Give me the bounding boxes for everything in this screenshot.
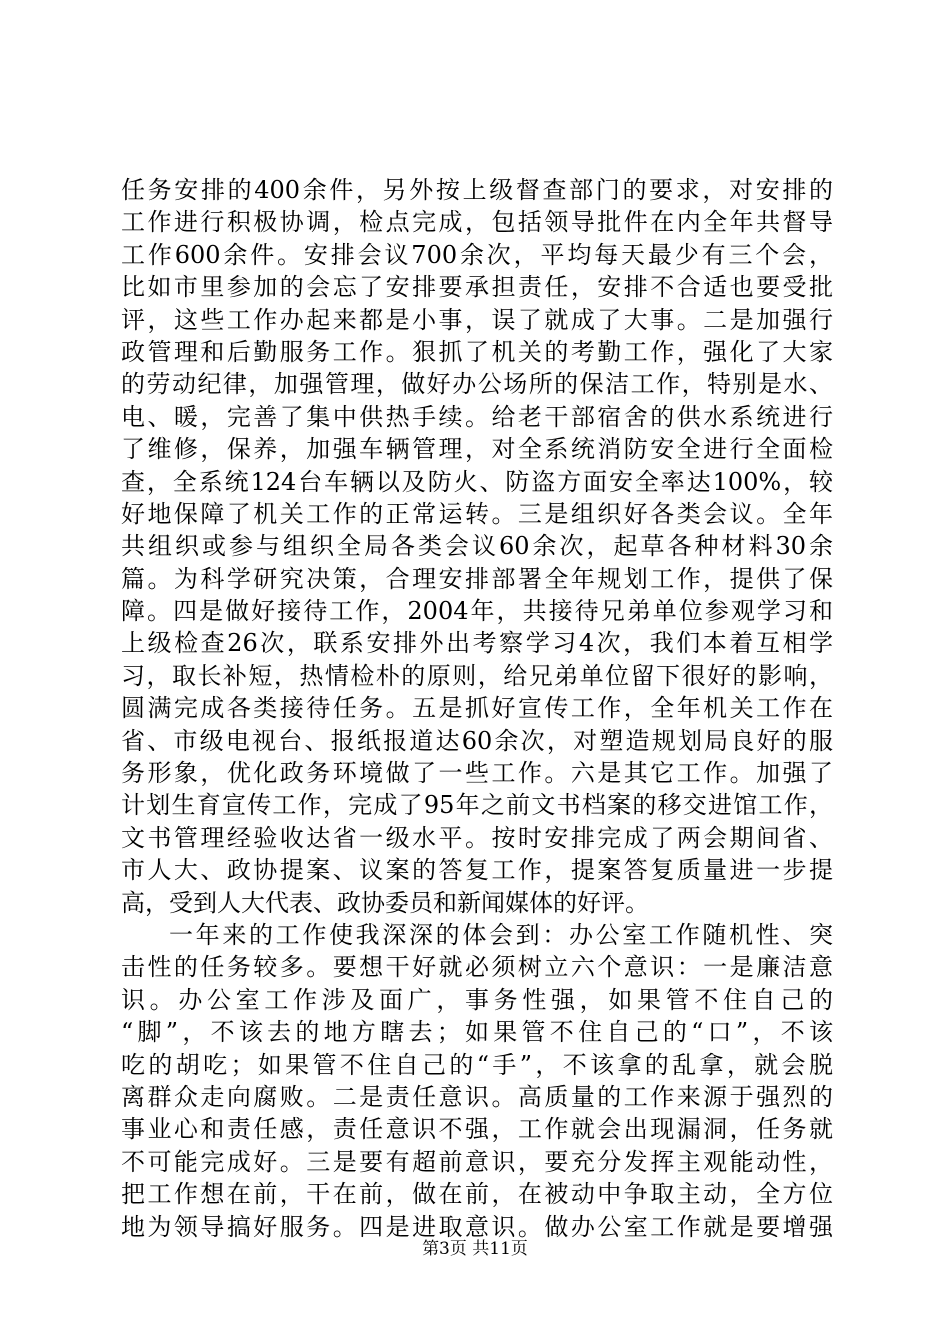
text-line: 好地保障了机关工作的正常运转。三是组织好各类会议。全年 [121,499,833,528]
text-line: 政管理和后勤服务工作。狠抓了机关的考勤工作，强化了大家 [121,337,833,366]
text-line: 评，这些工作办起来都是小事，误了就成了大事。二是加强行 [121,305,833,334]
text-line: 吃的胡吃；如果管不住自己的“手”，不该拿的乱拿，就会脱 [121,1050,833,1079]
text-line: 地为领导搞好服务。四是进取意识。做办公室工作就是要增强 [121,1212,833,1241]
text-line: 击性的任务较多。要想干好就必须树立六个意识：一是廉洁意 [121,953,833,982]
text-line: 市人大、政协提案、议案的答复工作，提案答复质量进一步提 [121,856,833,885]
text-line: 文书管理经验收达省一级水平。按时安排完成了两会期间省、 [121,823,833,852]
text-line: 电、暖，完善了集中供热手续。给老干部宿舍的供水系统进行 [121,402,833,431]
text-line: 篇。为科学研究决策，合理安排部署全年规划工作，提供了保 [121,564,833,593]
text-line: 工作进行积极协调，检点完成，包括领导批件在内全年共督导 [121,208,833,237]
text-line: 上级检查26次，联系安排外出考察学习4次，我们本着互相学 [121,629,833,658]
text-line: 计划生育宣传工作，完成了95年之前文书档案的移交进馆工作， [121,791,833,820]
text-line: 任务安排的400余件，另外按上级督查部门的要求，对安排的 [121,176,833,204]
text-line: 习，取长补短，热情检朴的原则，给兄弟单位留下很好的影响， [121,661,833,690]
text-line-paragraph-end: 高，受到人大代表、政协委员和新闻媒体的好评。 [121,888,649,917]
text-line: 省、市级电视台、报纸报道达60余次，对塑造规划局良好的服 [121,726,833,755]
text-line: 查，全系统124台车辆以及防火、防盗方面安全率达100%，较 [121,467,833,496]
text-line: 工作600余件。安排会议700余次，平均每天最少有三个会， [121,240,833,269]
text-line: “脚”，不该去的地方瞎去；如果管不住自己的“口”，不该 [121,1018,833,1047]
text-line: 了维修，保养，加强车辆管理，对全系统消防安全进行全面检 [121,435,833,464]
body-text [121,174,833,1243]
text-line: 的劳动纪律，加强管理，做好办公场所的保洁工作，特别是水、 [121,370,833,399]
text-line: 识。办公室工作涉及面广，事务性强，如果管不住自己的 [121,985,833,1014]
text-line: 把工作想在前，干在前，做在前，在被动中争取主动，全方位 [121,1180,833,1209]
text-line: 事业心和责任感，责任意识不强，工作就会出现漏洞，任务就 [121,1115,833,1144]
text-line-paragraph-start: 一年来的工作使我深深的体会到：办公室工作随机性、突 [169,920,833,949]
page-number-footer: 第3页 共11页 [422,1239,528,1259]
text-line: 比如市里参加的会忘了安排要承担责任，安排不合适也要受批 [121,273,833,302]
text-line: 圆满完成各类接待任务。五是抓好宣传工作，全年机关工作在 [121,694,833,723]
text-line: 务形象，优化政务环境做了一些工作。六是其它工作。加强了 [121,759,833,788]
text-line: 共组织或参与组织全局各类会议60余次，起草各种材料30余 [121,532,833,561]
text-line: 离群众走向腐败。二是责任意识。高质量的工作来源于强烈的 [121,1082,833,1111]
text-line: 障。四是做好接待工作，2004年，共接待兄弟单位参观学习和 [121,597,833,626]
text-line: 不可能完成好。三是要有超前意识，要充分发挥主观能动性， [121,1147,833,1176]
